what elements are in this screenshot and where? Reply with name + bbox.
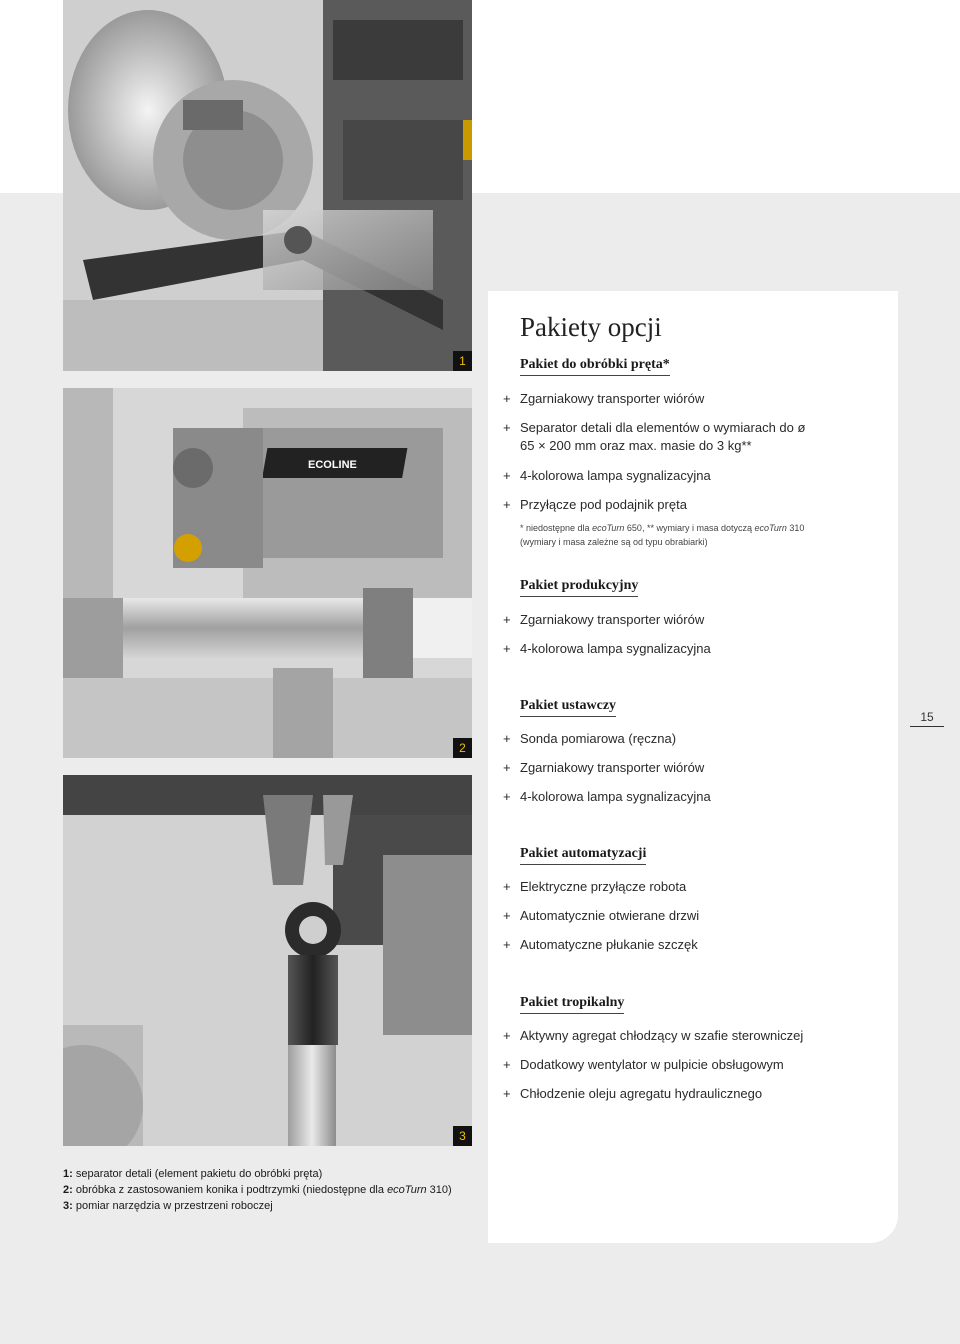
package-heading-setup: Pakiet ustawczy [520,698,616,717]
list-item: + Zgarniakowy transporter wiórów [503,760,705,775]
photo-turret-tailstock [63,388,472,758]
package-heading-production: Pakiet produkcyjny [520,578,638,597]
list-item: + Aktywny agregat chłodzący w szafie sterowniczej [503,1028,804,1043]
machine-brand-label: ECOLINE [308,459,357,471]
package-heading-tropical: Pakiet tropikalny [520,995,624,1014]
package-heading-automation: Pakiet automatyzacji [520,846,646,865]
photo-caption: 2: obróbka z zastosowaniem konika i podtrzymki (niedostępne dla ecoTurn 310) [63,1184,452,1196]
list-item: + Chłodzenie oleju agregatu hydraulicznego [503,1086,763,1101]
photo-caption: 3: pomiar narzędzia w przestrzeni roboczej [63,1200,273,1212]
list-item: + Dodatkowy wentylator w pulpicie obsługowym [503,1057,784,1072]
photo-caption: 1: separator detali (element pakietu do obróbki pręta) [63,1168,323,1180]
list-item: + 4-kolorowa lampa sygnalizacyjna [503,641,711,656]
footnote: * niedostępne dla ecoTurn 650, ** wymiary i masa dotyczą ecoTurn 310 (wymiary i masa zależne są od typu obrabiarki) [520,523,805,547]
list-item: + Automatyczne płukanie szczęk [503,937,698,952]
photo-tool-probe [63,775,472,1146]
list-item: + 4-kolorowa lampa sygnalizacyjna [503,789,711,804]
page-title: Pakiety opcji [520,312,662,342]
photo-number-badge: 3 [453,1126,472,1146]
photo-number-badge: 2 [453,738,472,758]
list-item: + 4-kolorowa lampa sygnalizacyjna [503,468,711,483]
list-item: + Zgarniakowy transporter wiórów [503,391,705,406]
list-item: + Separator detali dla elementów o wymiarach do ø 65 × 200 mm oraz max. masie do 3 kg** [503,420,806,453]
list-item: + Zgarniakowy transporter wiórów [503,612,705,627]
page-number: 15 [910,710,944,727]
photo-bar-separator [63,0,472,371]
package-heading-bar: Pakiet do obróbki pręta* [520,357,670,376]
list-item: + Automatycznie otwierane drzwi [503,908,700,923]
list-item: + Sonda pomiarowa (ręczna) [503,731,677,746]
photo-number-badge: 1 [453,351,472,371]
list-item: + Przyłącze pod podajnik pręta [503,497,687,512]
list-item: + Elektryczne przyłącze robota [503,879,687,894]
